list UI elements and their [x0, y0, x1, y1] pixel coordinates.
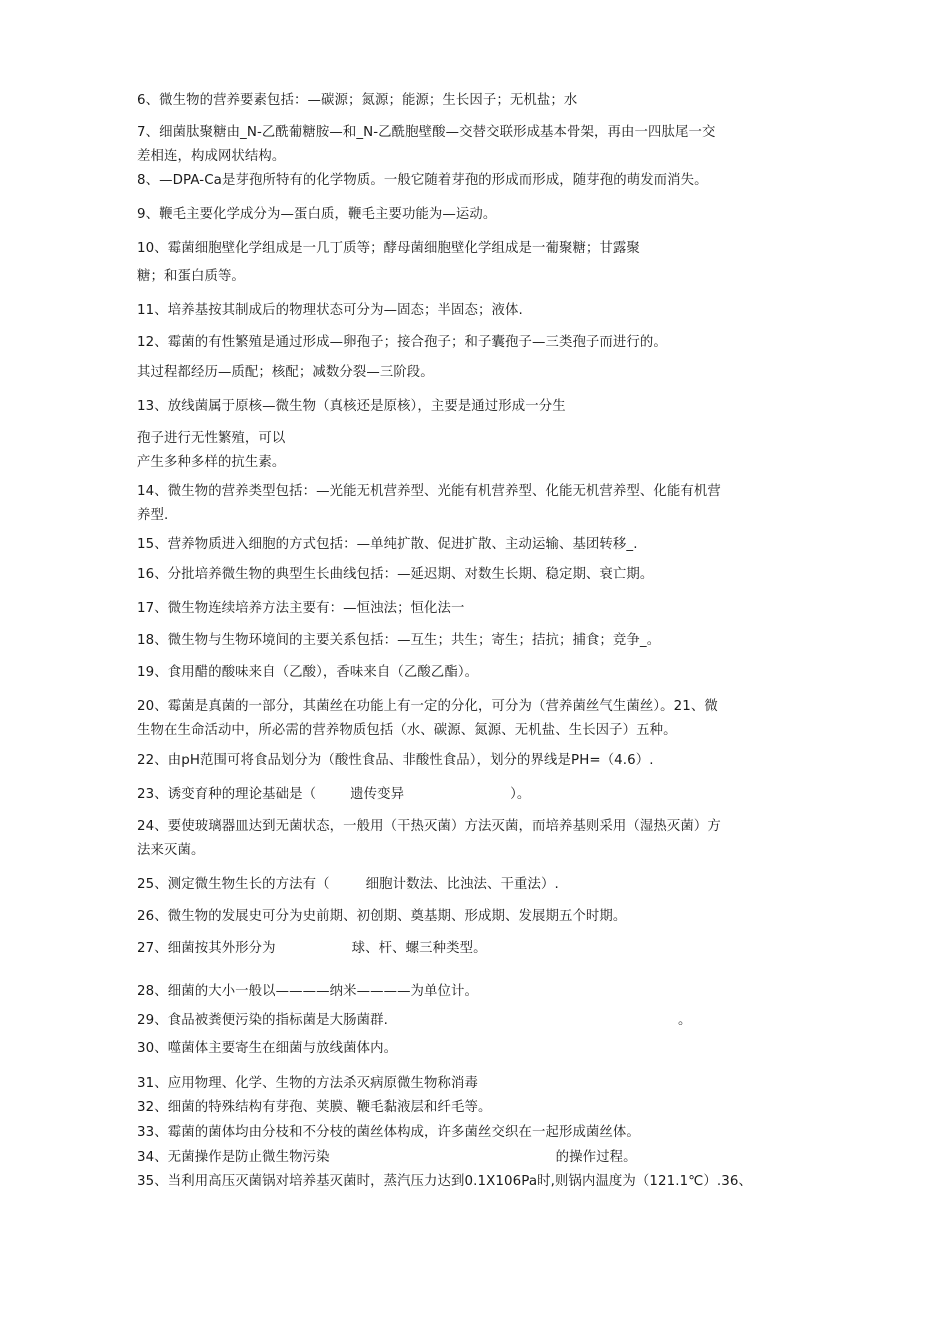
text-line-item-16: 16、分批培养微生物的典型生长曲线包括：—延迟期、对数生长期、稳定期、衰亡期。: [137, 567, 654, 582]
text-line-item-12-cont: 其过程都经历—质配；核配；减数分裂—三阶段。: [137, 365, 434, 380]
text-line-item-9: 9、鞭毛主要化学成分为—蛋白质，鞭毛主要功能为—运动。: [137, 207, 497, 222]
text-line-item-27: [137, 940, 837, 958]
item-34-suffix: 的操作过程。: [555, 1150, 637, 1165]
text-line-item-12: 12、霉菌的有性繁殖是通过形成—卵孢子；接合孢子；和子囊孢子—三类孢子而进行的。: [137, 335, 667, 350]
text-line-item-25: [137, 876, 837, 894]
text-line-item-7-cont: 差相连，构成网状结构。: [137, 149, 286, 164]
text-line-item-35: 35、当利用高压灭菌锅对培养基灭菌时，蒸汽压力达到0.1X106Pa时,则锅内温度为（121.1℃）.36、: [137, 1174, 752, 1189]
item-25-prefix: 25、测定微生物生长的方法有（: [137, 877, 330, 892]
text-line-item-13-cont-2: 产生多种多样的抗生素。: [137, 455, 286, 470]
item-23-suffix: ）。: [510, 787, 531, 802]
text-line-item-6: 6、微生物的营养要素包括：—碳源；氮源；能源；生长因子；无机盐；水: [137, 93, 578, 108]
text-line-item-34: [137, 1149, 837, 1167]
text-line-item-13-cont-1: 孢子进行无性繁殖，可以: [137, 431, 286, 446]
text-line-item-29: [137, 1012, 837, 1030]
item-23-answer: 遗传变异: [350, 787, 405, 802]
text-line-item-15: 15、营养物质进入细胞的方式包括：—单纯扩散、促进扩散、主动运输、基团转移_.: [137, 537, 638, 552]
text-line-item-28: 28、细菌的大小一般以————纳米————为单位计。: [137, 984, 479, 999]
text-line-item-17: 17、微生物连续培养方法主要有：—恒浊法；恒化法一: [137, 601, 465, 616]
item-23-prefix: 23、诱变育种的理论基础是（: [137, 787, 317, 802]
text-line-item-24-cont: 法来灭菌。: [137, 843, 205, 858]
text-line-item-11: 11、培养基按其制成后的物理状态可分为—固态；半固态；液体.: [137, 303, 523, 318]
text-line-item-14: 14、微生物的营养类型包括：—光能无机营养型、光能有机营养型、化能无机营养型、化能有机营: [137, 484, 721, 499]
text-line-item-20: 20、霉菌是真菌的一部分，其菌丝在功能上有一定的分化，可分为（营养菌丝气生菌丝）。21、微: [137, 699, 718, 714]
text-line-item-21: 生物在生命活动中，所必需的营养物质包括（水、碳源、氮源、无机盐、生长因子）五种。: [137, 723, 677, 738]
item-29-text: 29、食品被粪便污染的指标菌是大肠菌群.: [137, 1013, 388, 1028]
text-line-item-18: 18、微生物与生物环境间的主要关系包括：—互生；共生；寄生；拮抗；捕食；竞争_。: [137, 633, 661, 648]
text-line-item-26: 26、微生物的发展史可分为史前期、初创期、奠基期、形成期、发展期五个时期。: [137, 909, 627, 924]
text-line-item-22: 22、由pH范围可将食品划分为（酸性食品、非酸性食品），划分的界线是PH=（4.6）.: [137, 753, 654, 768]
text-line-item-10-cont: 糖；和蛋白质等。: [137, 269, 245, 284]
text-line-item-33: 33、霉菌的菌体均由分枝和不分枝的菌丝体构成，许多菌丝交织在一起形成菌丝体。: [137, 1125, 640, 1140]
item-27-answer: 球、杆、螺三种类型。: [351, 941, 487, 956]
text-line-item-30: 30、噬菌体主要寄生在细菌与放线菌体内。: [137, 1041, 398, 1056]
text-line-item-7: 7、细菌肽聚糖由_N-乙酰葡糖胺—和_N-乙酰胞壁酸—交替交联形成基本骨架，再由一四肽尾一交: [137, 125, 716, 140]
text-line-item-8: 8、—DPA-Ca是芽孢所特有的化学物质。一般它随着芽孢的形成而形成，随芽孢的萌发而消失。: [137, 173, 708, 188]
item-29-end-mark: 。: [677, 1013, 692, 1028]
text-line-item-24: 24、要使玻璃器皿达到无菌状态，一般用（干热灭菌）方法灭菌，而培养基则采用（湿热灭菌）方: [137, 819, 721, 834]
text-line-item-14-cont: 养型.: [137, 508, 169, 523]
item-27-prefix: 27、细菌按其外形分为: [137, 941, 276, 956]
item-34-prefix: 34、无菌操作是防止微生物污染: [137, 1150, 330, 1165]
text-line-item-31: 31、应用物理、化学、生物的方法杀灭病原微生物称消毒: [137, 1076, 479, 1091]
text-line-item-13: 13、放线菌属于原核—微生物（真核还是原核），主要是通过形成一分生: [137, 399, 566, 414]
text-line-item-19: 19、食用醋的酸味来自（乙酸），香味来自（乙酸乙酯）。: [137, 665, 479, 680]
item-25-answer: 细胞计数法、比浊法、干重法）.: [365, 877, 559, 892]
text-line-item-32: 32、细菌的特殊结构有芽孢、荚膜、鞭毛黏液层和纤毛等。: [137, 1100, 492, 1115]
text-line-item-10: 10、霉菌细胞壁化学组成是一几丁质等；酵母菌细胞壁化学组成是一葡聚糖；甘露聚: [137, 241, 640, 256]
text-line-item-23: [137, 786, 837, 804]
